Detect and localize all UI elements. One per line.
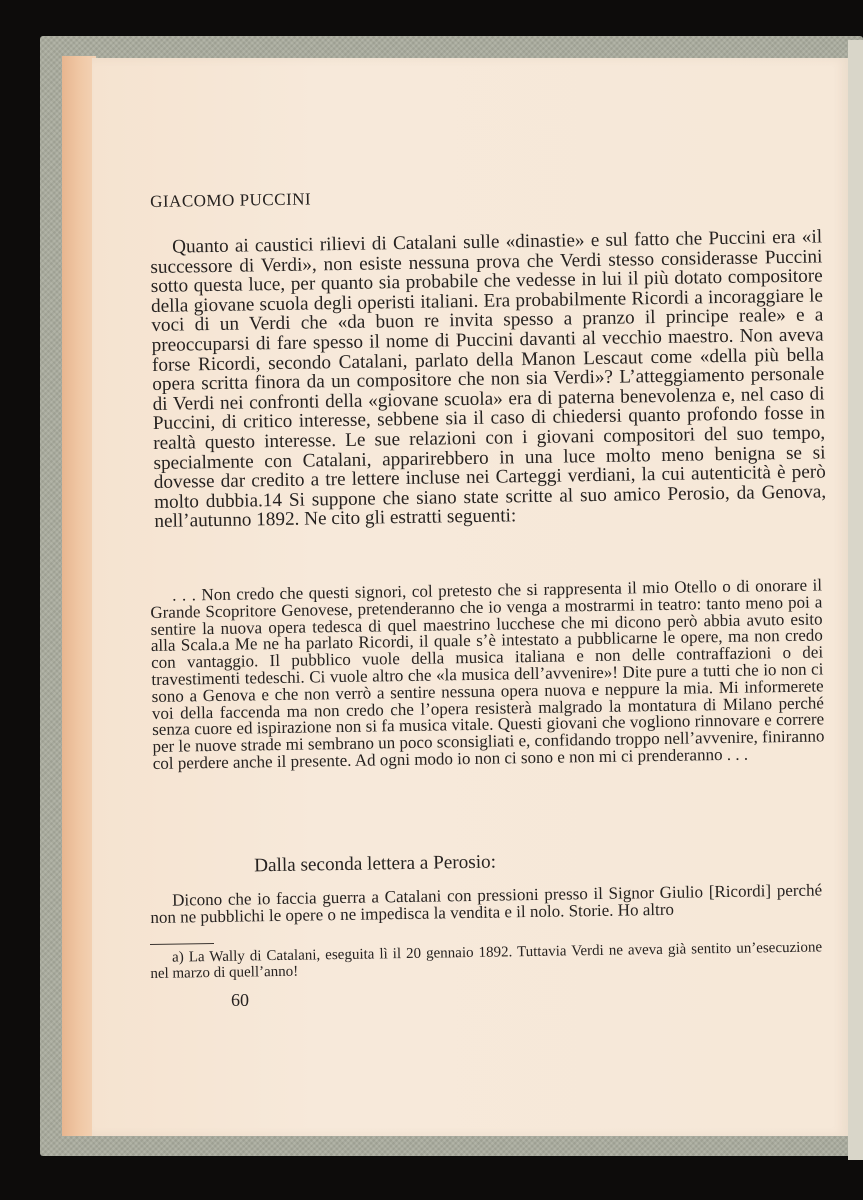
main-paragraph-text: Quanto ai caustici rilievi di Catalani sulle «dinastie» e sul fatto che Puccini era «il successore di Verdi», non esiste nessuna prova che Verdi stesso considerasse Puccini sotto questa luce, per quanto sia probabile che vedesse in lui il più dotato compositore della giovane scuola degli operisti italiani. Era probabilmente Ricordi a incoraggiare le voci di un Verdi che «da buon re invita spesso a pranzo il principe reale» e a preoccuparsi di fare spesso il nome di Puccini davanti al vecchio maestro. Non aveva forse Ricordi, secondo Catalani, parlato della Manon Lescaut come «della più bella opera scritta finora da un compositore che non sia Verdi»? L’atteggiamento personale di Verdi nei confronti della «giovane scuola» era di paterna benevolenza e, nel caso di Puccini, di critico interesse, sebbene sia il caso di chiedersi quanto profondo fosse in realtà questo interesse. Le sue relazioni con i giovani compositori del suo tempo, specialmente con Catalani, apparirebbero in una luce molto meno benigna se si dovesse dar credito a tre lettere incluse nei Carteggi verdiani, la cui autenticità è però molto dubbia.14 Si suppone che siano state scritte al suo amico Perosio, da Genova, nell’autunno 1892. Ne cito gli estratti seguenti:: [150, 226, 827, 533]
letter-quote-2-text: Dicono che io faccia guerra a Catalani con pressioni presso il Signor Giulio [Ricordi] perché non ne pubblichi le opere o ne impedisca la vendita e il nolo. Storie. Ho altro: [150, 880, 823, 927]
cover-edge: [848, 40, 863, 1160]
page-edge: [62, 56, 96, 1136]
section-label: Dalla seconda lettera a Perosio:: [253, 851, 497, 877]
letter-quote-1-text: . . . Non credo che questi signori, col pretesto che si rappresenta il mio Otello o di onorare il Grande Scopritore Genovese, pretenderanno che io venga a mostrarmi in teatro: tanto meno poi a sentire la nuova opera tedesca di quel maestrino lucchese che mi dicono però abbia avuto esito alla Scala.a Me ne ha parlato Ricordi, il quale s’è intestato a pubblicarne le opere, ma non credo con vantaggio. Il pubblico vuole della musica italiana e non delle contraffazioni o dei travestimenti tedeschi. Ci vuole altro che «la musica dell’avvenire»! Dite pure a tutti che io non ci sono a Genova e che non verrò a sentire nessuna opera nuova e neppure la mia. Mi informerete voi della faccenda ma non credo che l’opera resisterà malgrado la montatura di Milano perché senza cuore ed ispirazione non si fa musica vitale. Questi giovani che vogliono rinnovare e correre per le nuove strade mi sembrano un poco sconsigliati e, confidando troppo nell’avvenire, finiranno col perdere anche il presente. Ad ogni modo io non ci sono e non mi ci prenderanno . . .: [150, 575, 825, 773]
page-number: 60: [231, 990, 249, 1010]
footnote-text: a) La Wally di Catalani, eseguita lì il 20 gennaio 1892. Tuttavia Verdi ne aveva già sentito un’esecuzione nel marzo di quell’anno!: [150, 939, 823, 982]
main-paragraph: [150, 227, 827, 531]
letter-quote-1: [150, 577, 825, 772]
running-head: GIACOMO PUCCINI: [150, 189, 312, 211]
